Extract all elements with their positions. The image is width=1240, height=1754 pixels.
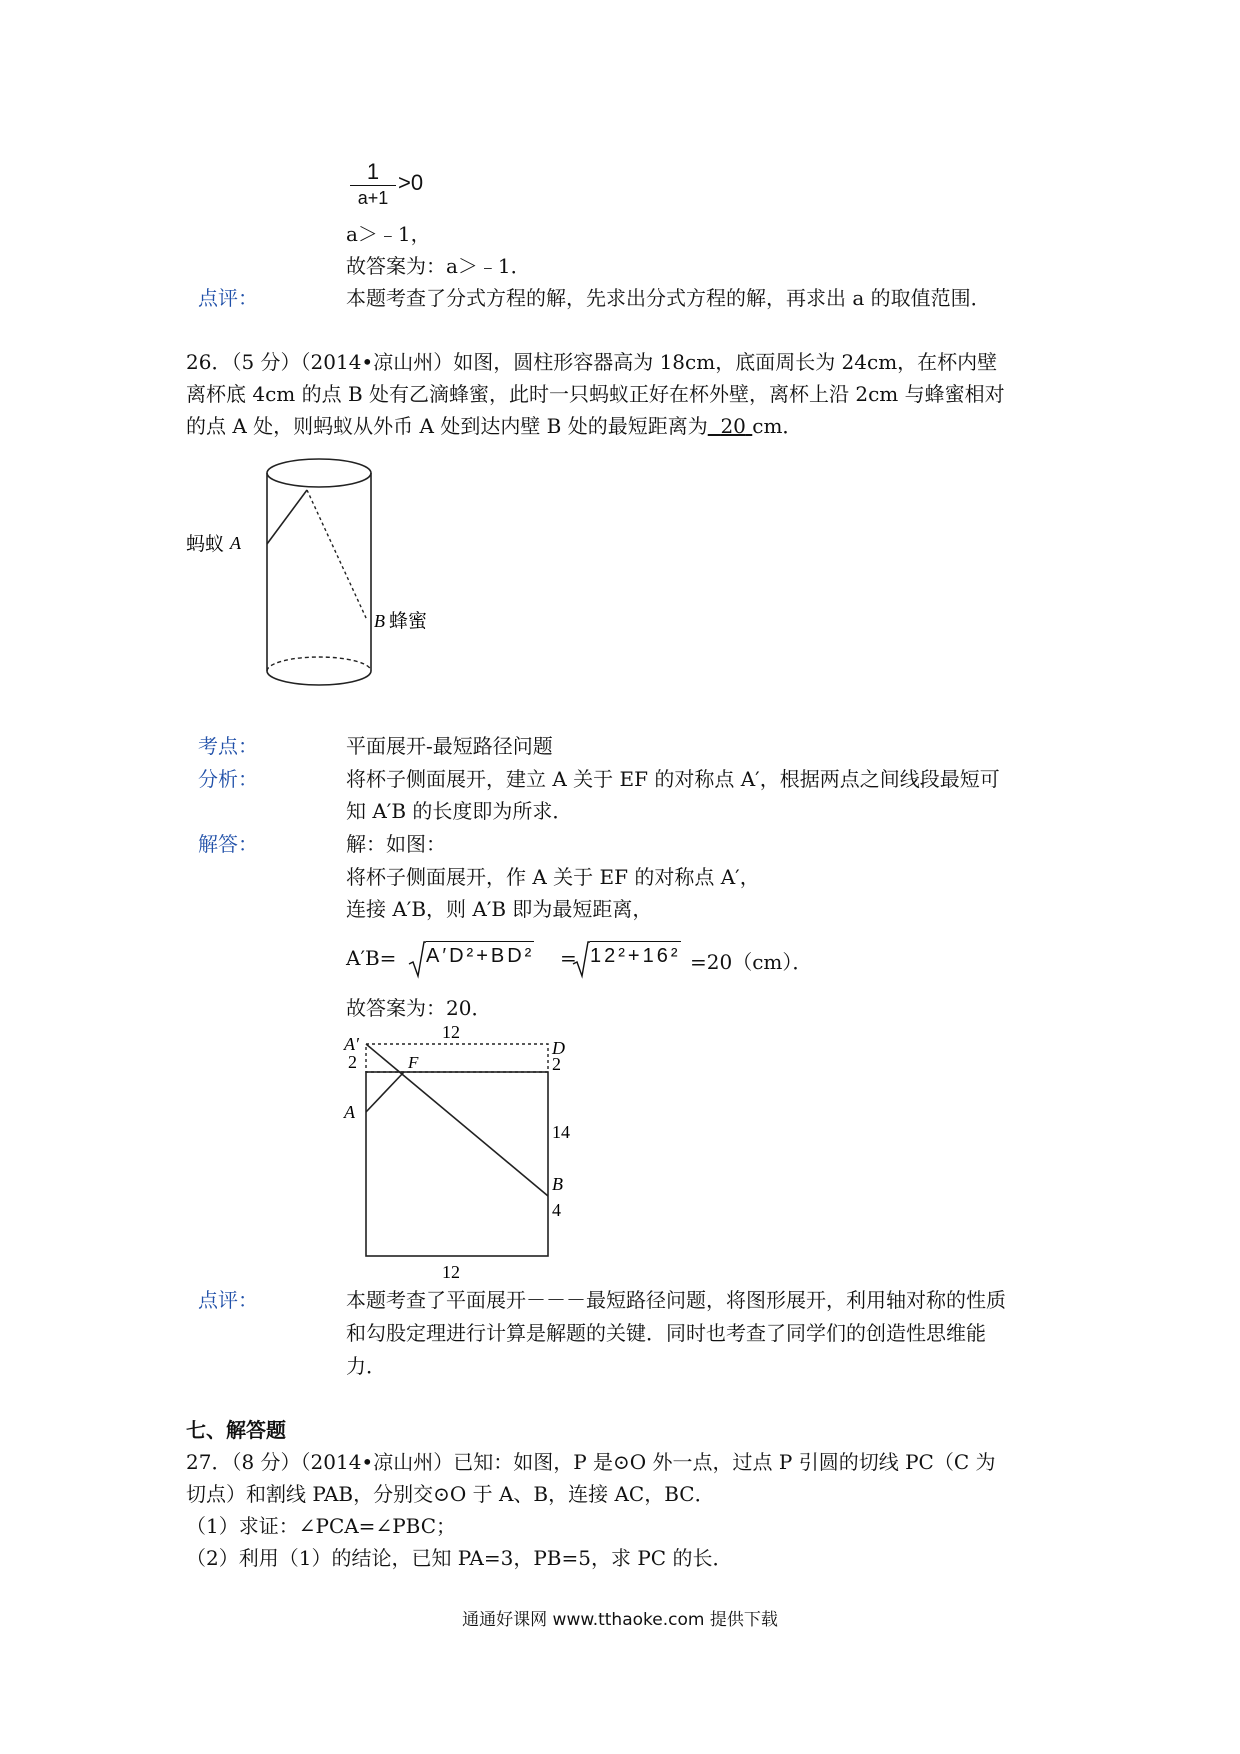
comment-text-25: 本题考查了分式方程的解，先求出分式方程的解，再求出 a 的取值范围． — [346, 286, 991, 310]
label-bottom-12: 12 — [442, 1262, 460, 1282]
label-A: A — [230, 533, 241, 553]
formula-result: =20（cm）． — [690, 950, 813, 974]
formula-prefix: A′B= — [346, 946, 397, 970]
q27-line2: 切点）和割线 PAB，分别交⊙O 于 A、B，连接 AC，BC． — [186, 1482, 715, 1506]
q26-line3 — [186, 410, 802, 442]
jieda-answer: 故答案为：20． — [346, 996, 492, 1020]
radical-sign-2 — [572, 940, 590, 980]
cylinder-bottom-front — [267, 671, 371, 685]
q26-answer-blank — [708, 414, 753, 438]
fraction-1-over-a-plus-1 — [350, 160, 396, 209]
fraction-bar — [350, 185, 396, 186]
dianping-line2: 和勾股定理进行计算是解题的关键．同时也考查了同学们的创造性思维能 — [346, 1321, 986, 1345]
q26-line2: 离杯底 4cm 的点 B 处有乙滴蜂蜜，此时一只蚂蚁正好在杯外壁，离杯上沿 2cm 与蜂蜜相对 — [186, 382, 1005, 406]
q26-answer: 20 — [720, 414, 746, 438]
fraction-numerator: 1 — [366, 159, 380, 184]
label-B-unfolded: B — [552, 1174, 563, 1194]
line-A-F — [366, 1072, 404, 1112]
fenxi-label: 分析： — [198, 767, 258, 791]
kaodian-text: 平面展开-最短路径问题 — [346, 734, 553, 758]
label-ant: 蚂蚁 — [186, 534, 225, 555]
ant-path-dashed — [307, 490, 367, 620]
label-honey: 蜂蜜 — [389, 611, 428, 632]
label-right-2: 2 — [552, 1054, 561, 1074]
label-top-12: 12 — [442, 1024, 460, 1042]
jieda-line3: 连接 A′B，则 A′B 即为最短距离， — [346, 897, 653, 921]
cylinder-top-ellipse — [267, 459, 371, 487]
kaodian-label: 考点： — [198, 734, 258, 758]
solution25-line1: a＞﹣1， — [346, 222, 431, 246]
radicand-1: A′D²+BD² — [426, 941, 534, 968]
radicand-2: 12²+16² — [590, 941, 681, 968]
jieda-label: 解答： — [198, 832, 258, 856]
cylinder-figure — [180, 448, 460, 698]
fraction-inequality: >0 — [398, 170, 424, 195]
line-Aprime-B — [366, 1044, 548, 1196]
page-footer: 通通好课网 www.tthaoke.com 提供下载 — [462, 1610, 778, 1630]
fenxi-line1: 将杯子侧面展开，建立 A 关于 EF 的对称点 A′，根据两点之间线段最短可 — [346, 767, 1000, 791]
section-heading: 七、解答题 — [186, 1418, 286, 1442]
q26-line1: 26．（5 分）（2014•凉山州）如图，圆柱形容器高为 18cm，底面周长为 24cm，在杯内壁 — [186, 350, 998, 374]
dianping-line1: 本题考查了平面展开－－－最短路径问题，将图形展开，利用轴对称的性质 — [346, 1288, 1006, 1312]
q26-unit: cm． — [752, 414, 803, 438]
label-F: F — [408, 1053, 419, 1072]
jieda-line2: 将杯子侧面展开，作 A 关于 EF 的对称点 A′， — [346, 865, 760, 889]
label-left-2: 2 — [348, 1052, 357, 1072]
fenxi-line2: 知 A′B 的长度即为所求． — [346, 799, 573, 823]
unfolded-diagram — [330, 1024, 590, 1284]
label-right-4: 4 — [552, 1200, 561, 1220]
unfolded-rectangle — [366, 1072, 548, 1256]
formula-equals: = — [560, 946, 577, 970]
label-Aprime: A′ — [344, 1034, 359, 1054]
q27-line3: （1）求证：∠PCA=∠PBC； — [186, 1514, 457, 1538]
label-A-unfolded: A — [344, 1102, 355, 1122]
radical-sign-1 — [408, 940, 426, 980]
label-right-14: 14 — [552, 1122, 570, 1142]
solution25-line2: 故答案为：a＞﹣1． — [346, 254, 531, 278]
dianping-line3: 力． — [346, 1354, 386, 1378]
q27-line1: 27．（8 分）（2014•凉山州）已知：如图，P 是⊙O 外一点，过点 P 引圆的切线 PC（C 为 — [186, 1450, 996, 1474]
dianping-label: 点评： — [198, 1288, 258, 1312]
q27-line4: （2）利用（1）的结论，已知 PA=3，PB=5，求 PC 的长． — [186, 1546, 733, 1570]
ant-path-solid — [267, 490, 307, 544]
label-B: B — [374, 611, 385, 631]
label-D: D — [552, 1038, 565, 1058]
fraction-denominator: a+1 — [357, 188, 389, 208]
cylinder-bottom-back — [267, 657, 371, 671]
jieda-line1: 解：如图： — [346, 832, 446, 856]
comment-label-25: 点评： — [198, 286, 258, 310]
q26-line3-text: 的点 A 处，则蚂蚁从外币 A 处到达内壁 B 处的最短距离为 — [186, 414, 708, 438]
